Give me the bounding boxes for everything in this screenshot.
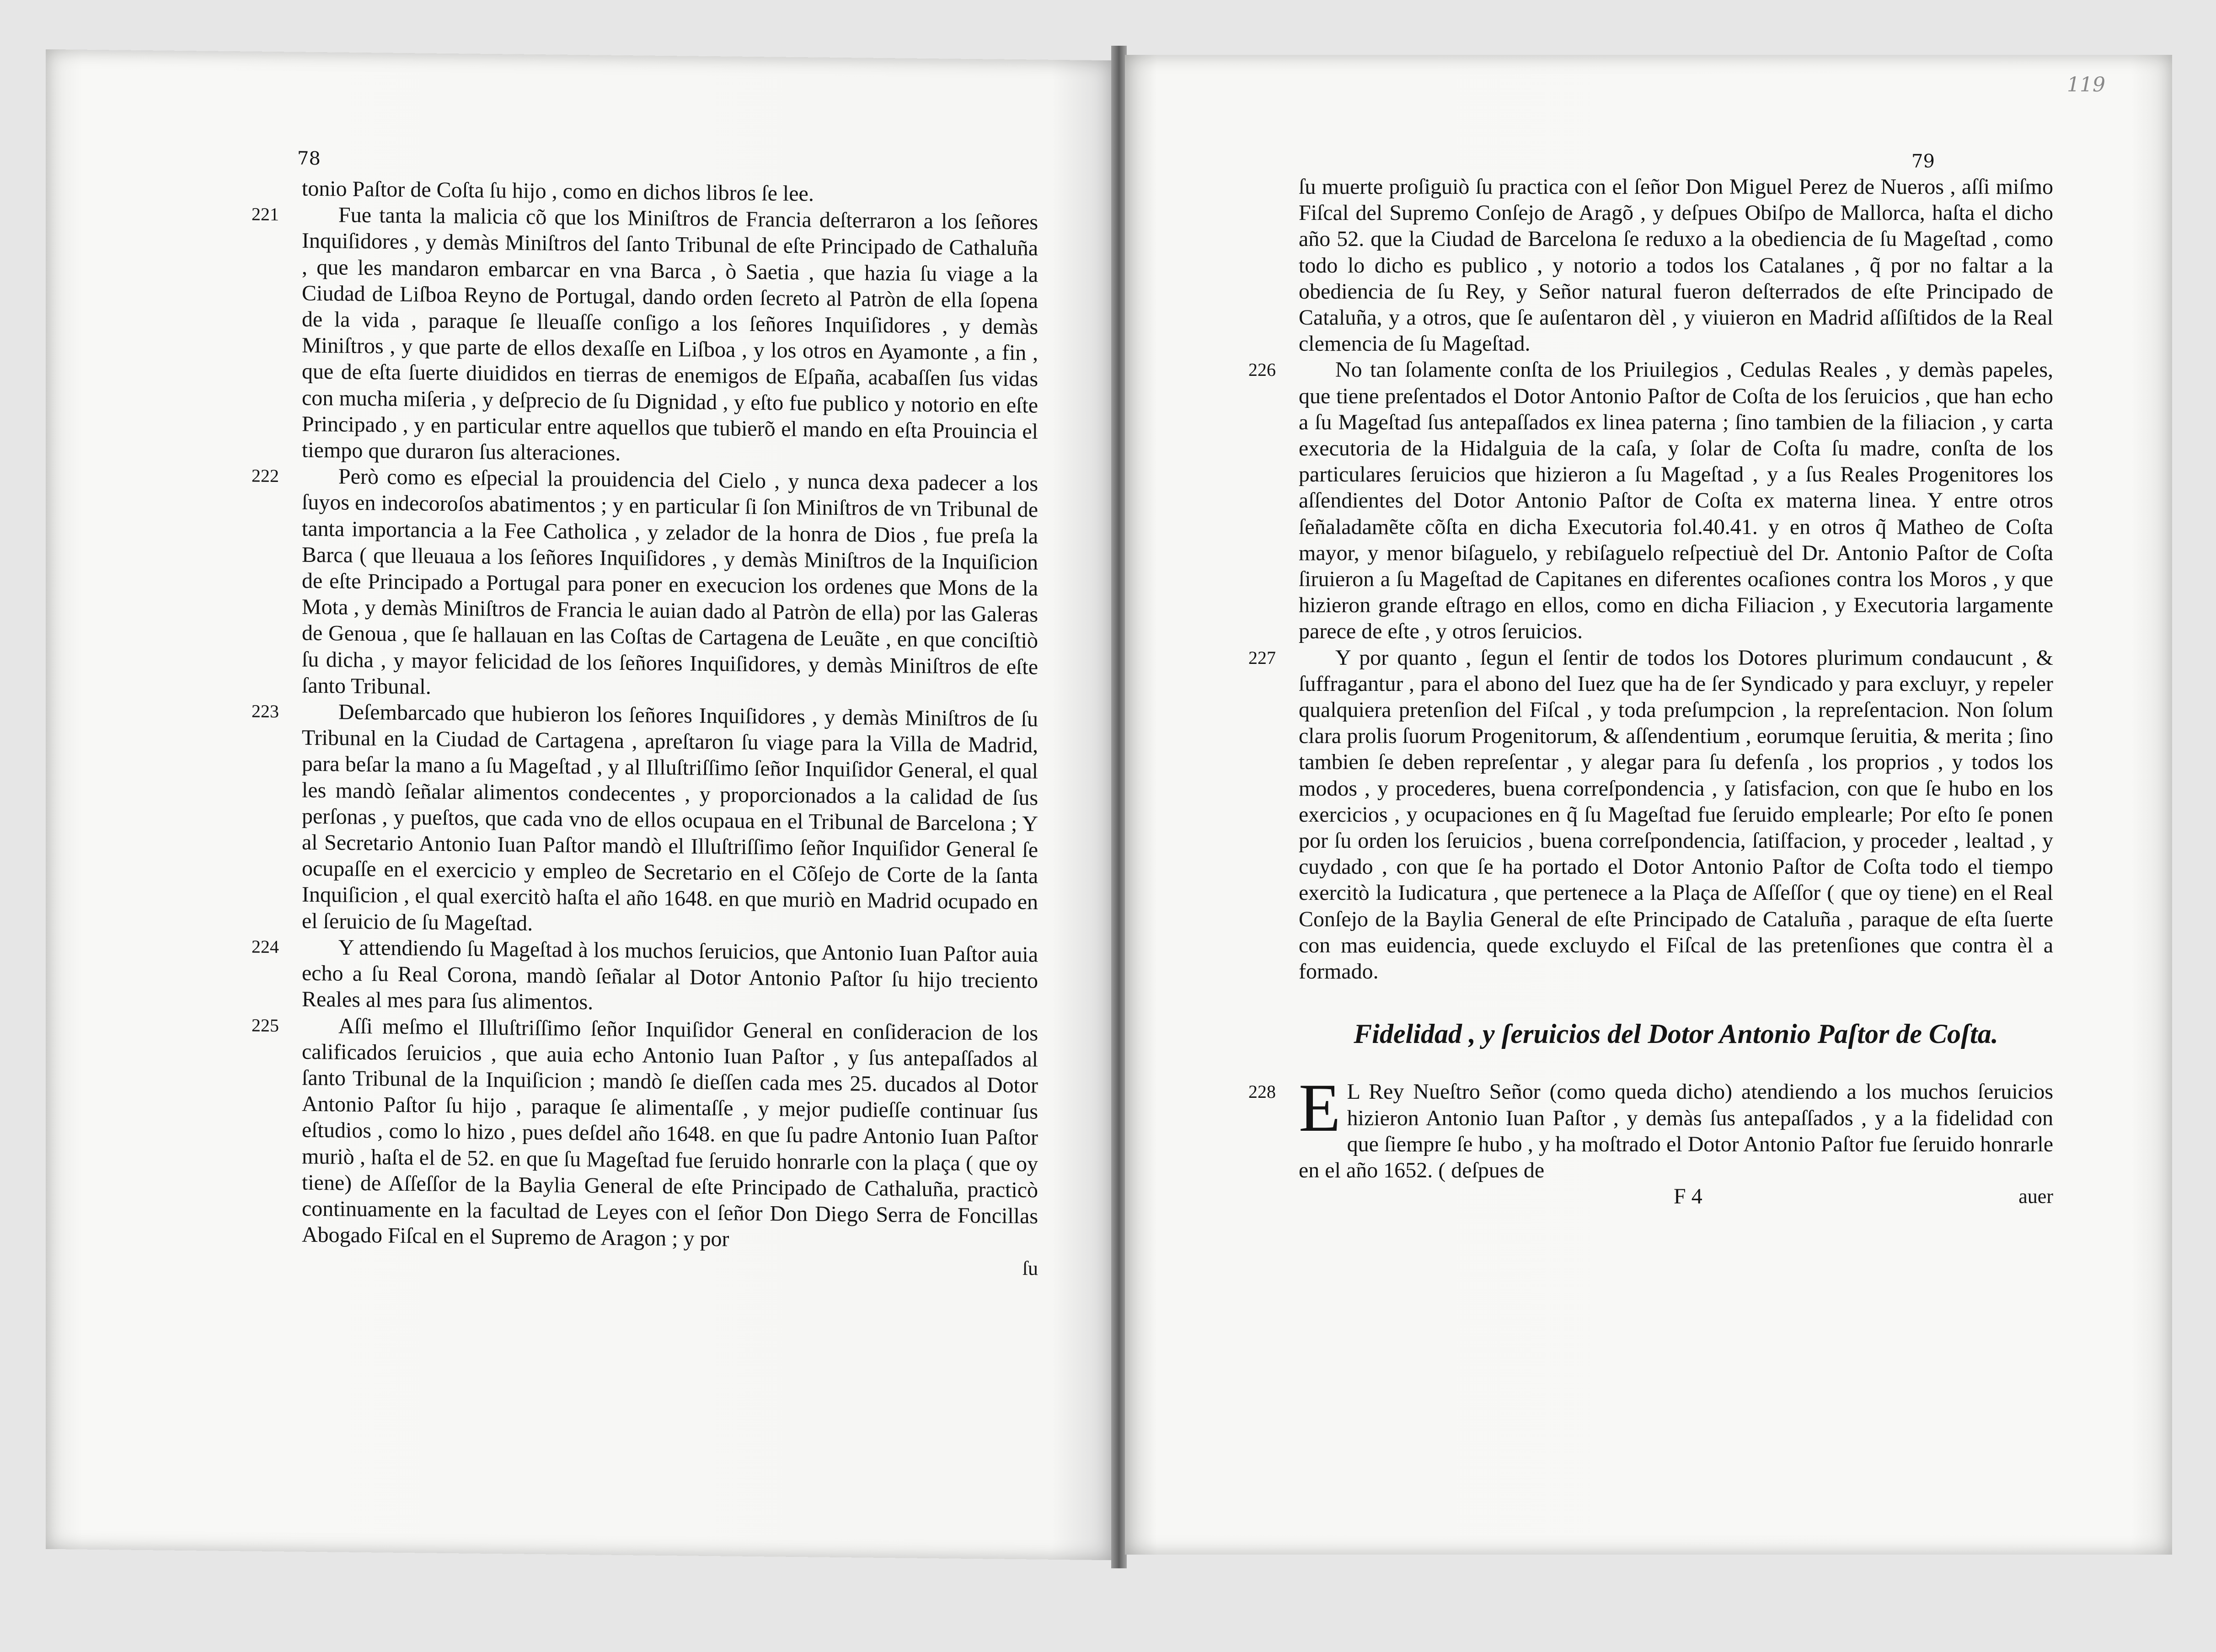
right-catchword: auer [2018,1185,2053,1208]
left-first-line: tonio Paſtor de Coſta ſu hijo , como en dichos libros ſe lee. [302,176,814,206]
paragraph-number: 227 [1248,647,1276,668]
right-folio: 79 [1911,151,1935,172]
paragraph-226: 226 No tan ſolamente conſta de los Priuilegios , Cedulas Reales , y demàs papeles, que tiene preſentados el Dotor Antonio Paſtor de Coſta de los ſeruicios , que han echo a ſu Mageſtad ſus antepaſſados ex linea paterna ; ſino tambien de la filiacion , y carta executoria de la Hidalguia de la caſa, y ſolar de Coſta ſu madre, conſta de los particulares ſeruicios que hizieron a ſu Mageſtad , y a ſus Reales Progenitores los aſſendientes del Dotor Antonio Paſtor de Coſta ex materna linea. Y entre otros ſeñaladamẽte cõſta en dicha Executoria fol.40.41. y en otros q̃ Matheo de Coſta mayor, y menor biſaguelo, y rebiſaguelo reſpectiuè del Dr. Antonio Paſtor de Coſta ſiruieron a ſu Mageſtad de Capitanes en diferentes ocaſiones contra los Moros , y que hizieron grande eſtrago en ellos, como en dicha Filiacion , y Executoria largamente parece de eſte , y otros ſeruicios. [1248,358,2053,644]
paragraph-number: 224 [252,936,279,957]
paragraph-222: 222 Però como es eſpecial la prouidencia del Cielo , y nunca dexa padecer a los ſuyos en indecoroſos abatimentos ; y en particular ſi ſon Miniſtros de vn Tribunal de tanta importancia a la Fee Catholica , y zelador de la honra de Dios , fue preſa la Barca ( que lleuaua a los ſeñores Inquiſidores , y demàs Miniſtros de la Inquiſicion de eſte Principado a Portugal para poner en execucion los ordenes que Mons de la Mota , y demàs Miniſtros de Francia le auian dado al Patròn de ella) por las Galeras de Genoua , que ſe hallauan en las Coſtas de Cartagena de Leuãte , en que conciſtiò ſu dicha , y mayor felicidad de los ſeñores Inquiſidores, y demàs Miniſtros de eſte ſanto Tribunal. [302,463,1038,706]
paragraph-number: 225 [252,1015,279,1036]
page-footer [1299,1183,2053,1211]
left-page [46,49,1111,1560]
right-text-block [1248,174,2053,1211]
signature-mark: F 4 [1674,1184,1702,1209]
paragraph-number: 228 [1248,1081,1276,1102]
paragraph-228: 228 E L Rey Nueſtro Señor (como queda dicho) atendiendo a los muchos ſeruicios hizieron Antonio Iuan Paſtor , y demàs ſus antepaſſados , y a la fidelidad con que ſiempre ſe hubo , y ha moſtrado el Dotor Antonio Paſtor fue ſeruido honrarle en el año 1652. ( deſpues de [1248,1070,2053,1182]
left-folio: 78 [297,148,321,170]
paragraph-number: 223 [252,700,279,722]
left-text-block [252,176,1038,1282]
manuscript-folio: 119 [2067,73,2105,96]
paragraph-223: 223 Deſembarcado que hubieron los ſeñores Inquiſidores , y demàs Miniſtros de ſu Tribunal en la Ciudad de Cartagena , apreſtaron ſu viage para la Villa de Madrid, para beſar la mano a ſu Mageſtad , y al Illuſtriſſimo ſeñor Inquiſidor General, el qual les mandò ſeñalar alimentos condecentes , y proporcionados a la calidad de ſus perſonas , y pueſtos, que cada vno de ellos ocupaua en el Tribunal de Barcelona ; Y al Secretario Antonio Iuan Paſtor mandò el Illuſtriſſimo ſeñor Inquiſidor General ſe ocupaſſe en el exercicio y empleo de Secretario en el Cõſejo de Corte de la ſanta Inquiſicion , el qual exercitò haſta el año 1648. en que muriò en Madrid ocupado en el ſeruicio de ſu Mageſtad. [302,699,1038,942]
section-heading: Fidelidad , y ſeruicios del Dotor Antonio Paſtor de Coſta. [1354,1019,1998,1049]
book-gutter [1111,46,1127,1568]
right-page [1125,55,2172,1555]
paragraph-number: 221 [252,203,279,225]
paragraph-221: 221 Fue tanta la malicia cõ que los Miniſtros de Francia deſterraron a los ſeñores Inquiſidores , y demàs Miniſtros del ſanto Tribunal de eſte Principado de Cathaluña , que les mandaron embarcar en vna Barca , ò Saetia , que hazia ſu viage a la Ciudad de Liſboa Reyno de Portugal, dando orden ſecreto al Patròn de ella ſopena de la vida , paraque ſe lleuaſſe conſigo a los ſeñores Inquiſidores , y demàs Miniſtros , y que parte de ellos dexaſſe en Liſboa , y los otros en Ayamonte , a fin , que de eſta ſuerte diuididos en tierras de enemigos de Eſpaña, acabaſſen ſus vidas con mucha miſeria , y deſprecio de ſu Dignidad , y eſto fue publico y notorio en eſte Principado , y en particular entre aquellos que tubierõ el mando en eſta Prouincia el tiempo que duraron ſus alteraciones. [302,202,1038,471]
paragraph-227: 227 Y por quanto , ſegun el ſentir de todos los Dotores plurimum condaucunt , & ſuffragantur , para el abono del Iuez que ha de ſer Syndicado y para excluyr, y repeler qualquiera pretenſion del Fiſcal , y toda preſumpcion , la repreſentacion. Non ſolum clara prolis ſuorum Progenitorum, & aſſendentium , eorumque ſeruitia, & merita ; ſino tambien ſe deben repreſentar , y alegar para ſu defenſa , los proprios , y todos los modos , y procederes, buena correſpondencia , y ſatisfacion, con que ſe hubo en los exercicios , y ocupaciones en q̃ ſu Mageſtad fue ſeruido emplearle; Por eſto ſe ponen por ſu orden los ſeruicios , buena correſpondencia, ſatiſfacion, y proceder , lealtad , y cuydado , con que ſe ha portado el Dotor Antonio Paſtor de Coſta todo el tiempo exercitò la Iudicatura , que pertenece a la Plaça de Aſſeſſor ( que oy tiene) en el Real Conſejo de la Baylia General de eſte Principado de Cataluña , paraque de eſta ſuerte con mas euidencia, quede excluydo el Fiſcal de las pretenſiones que contra èl a formado. [1248,645,2053,984]
paragraph-225: 225 Aſſi meſmo el Illuſtriſſimo ſeñor Inquiſidor General en conſideracion de los calificados ſeruicios , que auia echo Antonio Iuan Paſtor , y ſus antepaſſados al ſanto Tribunal de la Inquiſicion ; mandò ſe dieſſen cada mes 25. ducados al Dotor Antonio Paſtor ſu hijo , paraque ſe alimentaſſe , y mejor pudieſſe continuar ſus eſtudios , como lo hizo , pues deſdel año 1648. en que ſu padre Antonio Iuan Paſtor muriò , haſta el de 52. en que ſu Mageſtad fue ſeruido honrarle con la plaça ( que oy tiene) de Aſſeſſor de la Baylia General de eſte Principado de Cathaluña, practicò continuamente en la facultad de Leyes con el ſeñor Don Diego Serra de Foncillas Abogado Fiſcal en el Supremo de Aragon ; y por [302,1012,1038,1256]
left-catchword: ſu [1022,1257,1038,1280]
right-first-paragraph: ſu muerte proſiguiò ſu practica con el ſeñor Don Miguel Perez de Nueros , aſſi miſmo Fiſcal del Supremo Conſejo de Aragõ , y deſpues Obiſpo de Mallorca, haſta el dicho año 52. que la Ciudad de Barcelona ſe reduxo a la obediencia de ſu Mageſtad , como todo lo dicho es publico , y notorio a todos los Catalanes , q̃ por no faltar a la obediencia de ſu Rey, y Señor natural fueron deſterrados de eſte Principado de Cataluña, y a otros, que ſe auſentaron dèl , y viuieron en Madrid aſſiſtidos de la Real clemencia de ſu Mageſtad. [1299,175,2053,356]
paragraph-224: 224 Y attendiendo ſu Mageſtad à los muchos ſeruicios, que Antonio Iuan Paſtor auia echo a ſu Real Corona, mandò ſeñalar al Dotor Antonio Paſtor ſu hijo treciento Reales al mes para ſus alimentos. [302,934,1038,1020]
drop-cap: E [1299,1070,1341,1146]
paragraph-number: 222 [252,465,279,487]
paragraph-number: 226 [1248,359,1276,380]
